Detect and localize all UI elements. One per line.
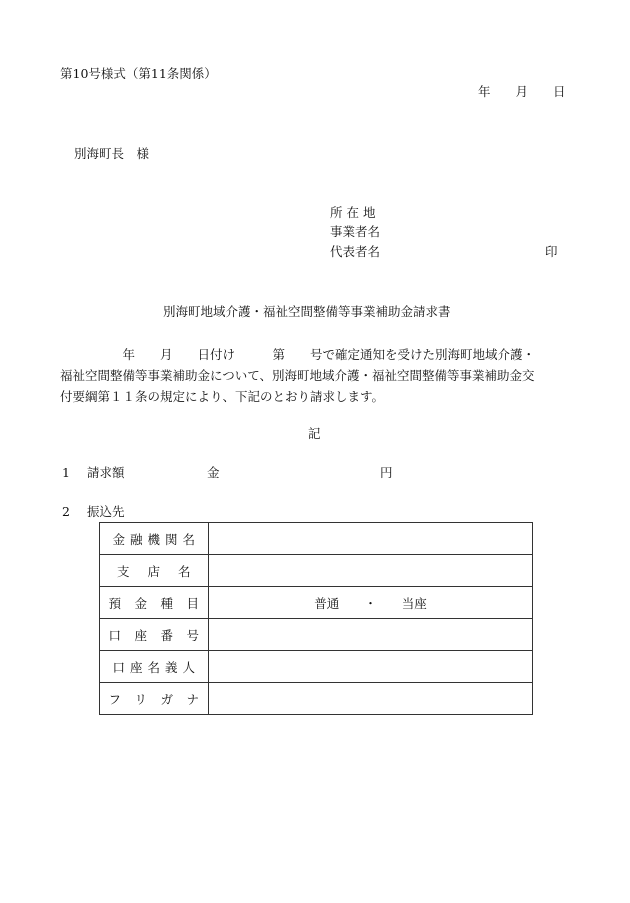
request-body bbox=[60, 344, 580, 407]
section2-number: 2 bbox=[62, 504, 70, 519]
deposit-type-field[interactable]: 普通 ・ 当座 bbox=[209, 587, 533, 619]
table-row bbox=[100, 587, 533, 619]
account-number-label: 口 座 番 号 bbox=[100, 619, 209, 651]
table-row bbox=[100, 619, 533, 651]
amount-kin-label: 金 bbox=[207, 465, 220, 480]
furigana-label: フ リ ガ ナ bbox=[100, 683, 209, 715]
branch-name-label: 支 店 名 bbox=[100, 555, 209, 587]
account-number-field[interactable] bbox=[209, 619, 533, 651]
seal-mark: 印 bbox=[545, 244, 558, 259]
account-holder-label: 口 座 名 義 人 bbox=[100, 651, 209, 683]
addressee: 別海町長 様 bbox=[74, 146, 150, 161]
section1-number: 1 bbox=[62, 465, 70, 480]
table-row bbox=[100, 555, 533, 587]
ki-heading: 記 bbox=[308, 426, 321, 441]
furigana-field[interactable] bbox=[209, 683, 533, 715]
location-label: 所 在 地 bbox=[330, 205, 376, 220]
branch-name-field[interactable] bbox=[209, 555, 533, 587]
business-name-label: 事業者名 bbox=[330, 224, 381, 239]
bank-name-field[interactable] bbox=[209, 523, 533, 555]
account-holder-field[interactable] bbox=[209, 651, 533, 683]
table-row bbox=[100, 683, 533, 715]
bank-name-label: 金 融 機 関 名 bbox=[100, 523, 209, 555]
date-line: 年 月 日 bbox=[478, 84, 566, 99]
amount-yen-label: 円 bbox=[380, 465, 393, 480]
table-row bbox=[100, 523, 533, 555]
form-number: 第10号様式（第11条関係） bbox=[60, 66, 217, 81]
bank-account-table bbox=[99, 522, 533, 715]
table-row bbox=[100, 651, 533, 683]
body-line-3: 付要綱第１１条の規定により、下記のとおり請求します。 bbox=[60, 389, 385, 404]
section1-label: 請求額 bbox=[87, 465, 125, 480]
document-title: 別海町地域介護・福祉空間整備等事業補助金請求書 bbox=[163, 304, 451, 319]
section2-label: 振込先 bbox=[87, 504, 125, 519]
body-line-2: 福祉空間整備等事業補助金について、別海町地域介護・福祉空間整備等事業補助金交 bbox=[60, 368, 535, 383]
deposit-type-label: 預 金 種 目 bbox=[100, 587, 209, 619]
representative-label: 代表者名 bbox=[330, 244, 381, 259]
body-line-1: 年 月 日付け 第 号で確定通知を受けた別海町地域介護・ bbox=[60, 347, 536, 362]
